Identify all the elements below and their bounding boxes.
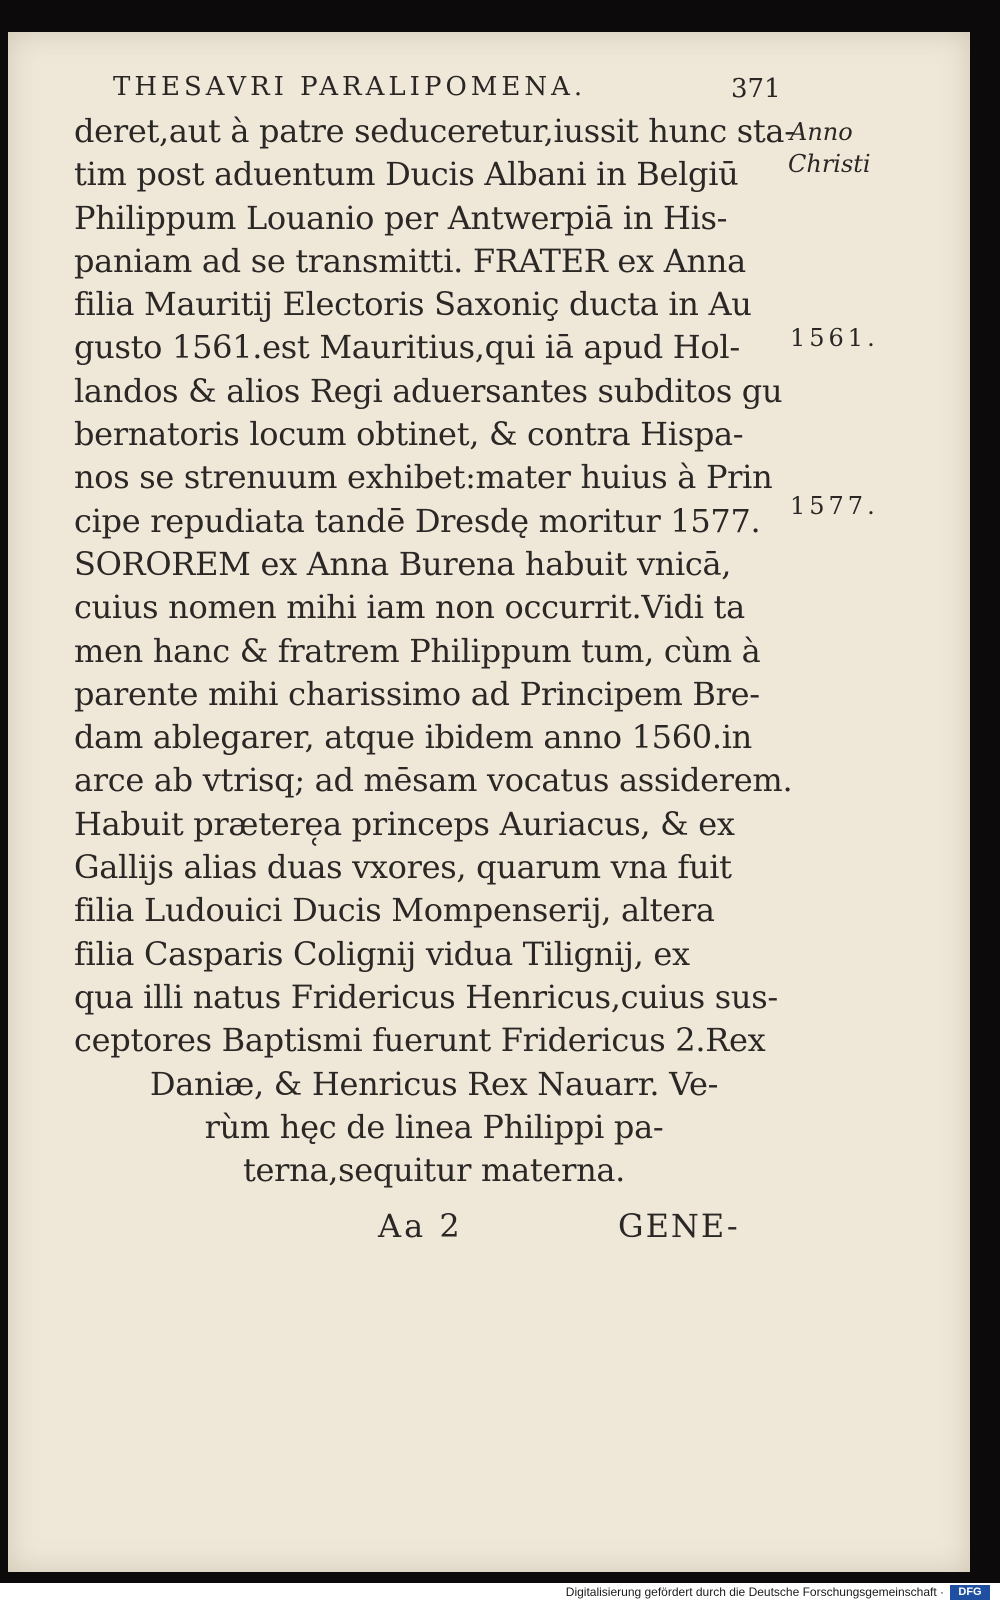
margin-note-christi: Christi <box>788 150 871 178</box>
closing-line: Daniæ, & Henricus Rex Nauarr. Ve- <box>149 1064 719 1103</box>
body-line: tim post aduentum Ducis Albani in Belgiū <box>74 155 739 194</box>
body-line: ceptores Baptismi fuerunt Fridericus 2.Rex <box>74 1021 766 1060</box>
body-line: deret,aut à patre seduceretur,iussit hunc sta- <box>74 112 795 150</box>
signature-mark: Aa 2 <box>378 1207 463 1245</box>
body-line: filia Casparis Colignij vidua Tilignij, ex <box>74 934 690 973</box>
body-line: filia Ludouici Ducis Mompenserij, altera <box>74 891 715 930</box>
body-line: Philippum Louanio per Antwerpiā in His- <box>74 198 728 237</box>
closing-line: rùm hęc de linea Philippi pa- <box>204 1107 664 1146</box>
body-line: arce ab vtrisq; ad mēsam vocatus assiderem. <box>74 761 793 800</box>
closing-line: terna,sequitur materna. <box>242 1151 626 1190</box>
margin-note-year-1561: 1561. <box>790 324 879 352</box>
body-line: cuius nomen mihi iam non occurrit.Vidi ta <box>74 588 745 627</box>
body-line: dam ablegarer, atque ibidem anno 1560.in <box>74 718 752 757</box>
body-line: landos & alios Regi aduersantes subditos gu <box>74 371 783 410</box>
page-number: 371 <box>731 74 781 104</box>
running-head-title: THESAVRI PARALIPOMENA. <box>113 72 587 102</box>
body-line: parente mihi charissimo ad Principem Bre- <box>74 674 760 713</box>
margin-note-anno: Anno <box>790 118 853 146</box>
margin-note-year-1577: 1577. <box>790 492 879 520</box>
body-line: cipe repudiata tandē Dresdę moritur 1577. <box>74 501 761 540</box>
body-text <box>74 110 794 1192</box>
body-line: Habuit prætere̜a princeps Auriacus, & ex <box>74 804 735 843</box>
book-page <box>8 32 970 1572</box>
body-line: Gallijs alias duas vxores, quarum vna fuit <box>74 848 732 887</box>
body-line: nos se strenuum exhibet:mater huius à Prin <box>74 458 773 497</box>
footer-credit: Digitalisierung gefördert durch die Deutsche Forschungsgemeinschaft · <box>565 1585 944 1599</box>
body-line: qua illi natus Fridericus Henricus,cuius sus- <box>74 977 778 1016</box>
body-line: men hanc & fratrem Philippum tum, cùm à <box>74 631 761 670</box>
body-line: bernatoris locum obtinet, & contra Hispa- <box>74 415 744 454</box>
body-line: filia Mauritij Electoris Saxoniç ducta in Au <box>74 285 752 324</box>
footer-bar <box>0 1583 1000 1603</box>
body-line: gusto 1561.est Mauritius,qui iā apud Hol- <box>74 328 740 367</box>
body-line: SORORЕM ex Anna Burena habuit vnicā, <box>74 544 732 583</box>
body-line: paniam ad se transmitti. FRATER ex Anna <box>74 241 746 280</box>
catchword: GENE- <box>618 1207 740 1245</box>
dfg-logo-icon: DFG <box>950 1585 990 1600</box>
